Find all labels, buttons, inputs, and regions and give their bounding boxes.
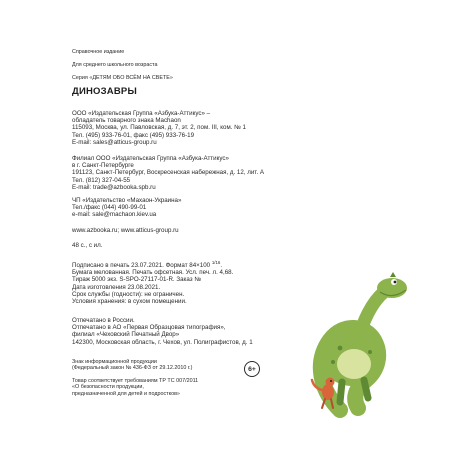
age-rating-badge: 6+: [244, 361, 260, 377]
edition-type: Справочное издание: [72, 49, 125, 55]
dino-spot: [338, 346, 343, 351]
printing-line: Отпечатано в России.: [72, 317, 135, 324]
dino-spike-shape: [390, 272, 396, 277]
print-signed-line: [72, 259, 233, 269]
branch-line: Филиал ООО «Издательская Группа «Азбука-Аттикус»: [72, 155, 229, 162]
audience-label: Для среднего школьного возраста: [72, 62, 158, 68]
publisher-line: 115093, Москва, ул. Павловская, д. 7, эт. 2, пом. III, ком. № 1: [72, 124, 246, 132]
compliance-line: Товар соответствует требованиям ТР ТС 007/2011: [72, 378, 199, 384]
branch-line: 191123, Санкт-Петербург, Воскресенская набережная, д. 12, лит. А: [72, 169, 265, 177]
dino-belly-shape: [337, 349, 371, 379]
dino-spot: [331, 360, 335, 364]
info-sign-block: [72, 359, 192, 372]
publisher-line: обладатель товарного знака Machaon: [72, 117, 181, 125]
printing-block: [72, 317, 253, 346]
printing-line: Отпечатано в АО «Первая Образцовая типография»,: [72, 324, 226, 332]
dino-leg-shape: [364, 380, 368, 398]
print-line: Условия хранения: в сухом помещении.: [72, 298, 187, 306]
dinosaur-illustration: [300, 270, 420, 420]
compliance-line: «О безопасности продукции,: [72, 384, 144, 391]
websites: www.azbooka.ru; www.atticus-group.ru: [72, 227, 179, 234]
print-line: Срок службы (годности): не ограничен.: [72, 290, 185, 298]
publisher-block: [72, 110, 246, 146]
publisher-line: ООО «Издательская Группа «Азбука-Аттикус» –: [72, 110, 211, 117]
branch-spb-block: [72, 155, 264, 191]
branch-line: E-mail: trade@azbooka.spb.ru: [72, 183, 156, 191]
printing-line: 142300, Московская область, г. Чехов, ул. Полиграфистов, д. 1: [72, 338, 253, 346]
small-dino-body: [322, 384, 334, 400]
book-title: ДИНОЗАВРЫ: [72, 86, 137, 97]
print-signed-text: Подписано в печать 23.07.2021. Формат 84×100: [72, 262, 212, 270]
small-dino-head: [326, 378, 335, 387]
print-info-block: [72, 259, 233, 305]
branch-line: Тел. (812) 327-04-55: [72, 176, 131, 184]
compliance-line: предназначенной для детей и подростков»: [72, 390, 180, 397]
ukraine-line: e-mail: sale@machaon.kiev.ua: [72, 211, 157, 219]
small-dino-eye: [330, 380, 332, 382]
print-line: Тираж 5000 экз. S-SPO-27117-01-R. Заказ №: [72, 276, 201, 284]
print-signed-suffix: .: [220, 262, 223, 270]
dino-leg-shape: [340, 382, 342, 402]
dino-eye-pupil: [394, 281, 397, 284]
info-sign-line: (Федеральный закон № 436-ФЗ от 29.12.2010 г.): [72, 365, 193, 372]
series-label: Серия «ДЕТЯМ ОБО ВСЁМ НА СВЕТЕ»: [72, 75, 173, 81]
print-line: Дата изготовления 23.08.2021.: [72, 283, 161, 291]
ukraine-block: [72, 197, 181, 219]
info-sign-line: Знак информационной продукции: [72, 359, 157, 365]
format-fraction: 1/16: [211, 260, 221, 265]
branch-line: в г. Санкт-Петербурге: [72, 162, 134, 170]
pages-info: 48 с., с ил.: [72, 242, 103, 249]
ukraine-line: Тел./факс (044) 490-99-01: [72, 204, 147, 212]
ukraine-line: ЧП «Издательство «Махаон-Украина»: [72, 197, 182, 204]
compliance-block: [72, 378, 198, 397]
print-line: Бумага мелованная. Печать офсетная. Усл. печ. л. 4,68.: [72, 269, 234, 277]
publisher-line: Тел. (495) 933-76-01, факс (495) 933-76-19: [72, 131, 195, 139]
publisher-line: E-mail: sales@atticus-group.ru: [72, 138, 157, 146]
dino-spot: [368, 350, 372, 354]
printing-line: филиал «Чеховский Печатный Двор»: [72, 331, 180, 339]
